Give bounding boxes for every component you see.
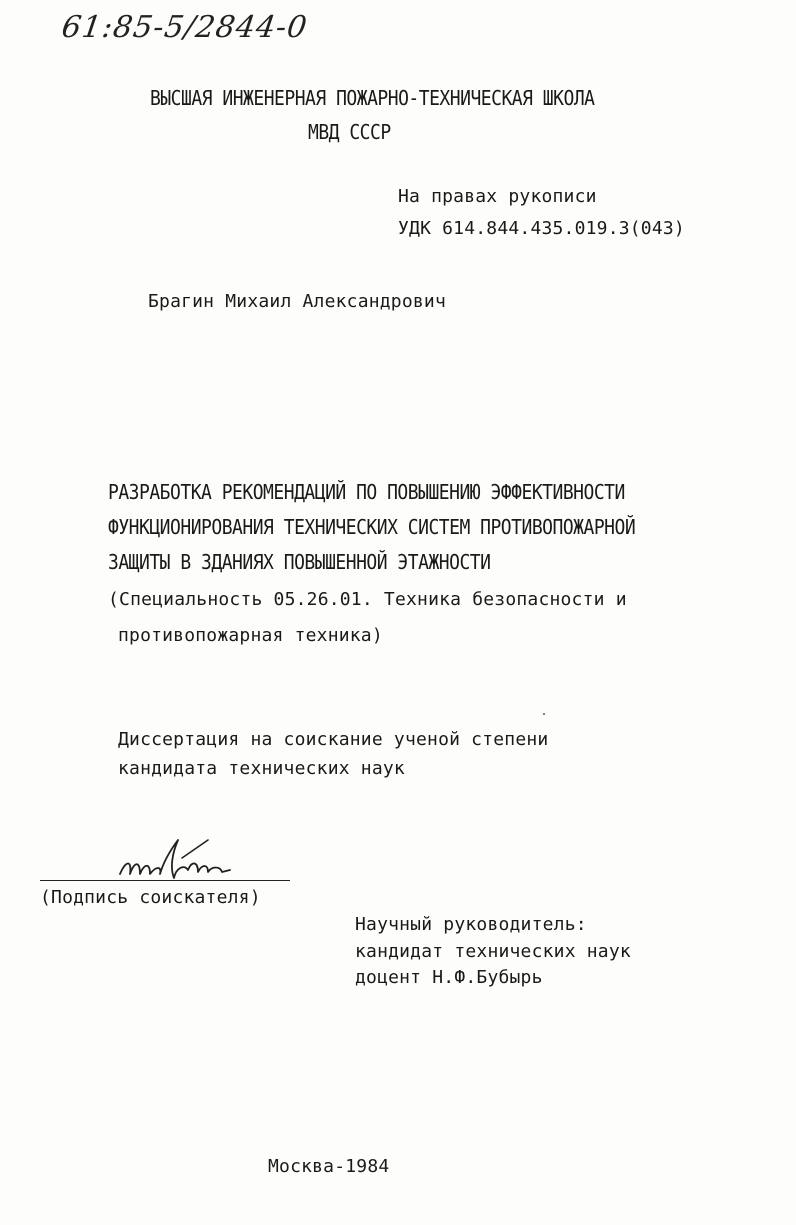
signature-caption: (Подпись соискателя) [40,887,261,908]
title-line-3: ЗАЩИТЫ В ЗДАНИЯХ ПОВЫШЕННОЙ ЭТАЖНОСТИ [108,551,491,575]
supervisor-name: доцент Н.Ф.Бубырь [355,967,543,988]
specialty-line-2: противопожарная техника) [118,625,383,646]
title-line-2: ФУНКЦИОНИРОВАНИЯ ТЕХНИЧЕСКИХ СИСТЕМ ПРОТИВОПОЖАРНОЙ [108,516,636,540]
dissertation-line-1: Диссертация на соискание ученой степени [118,729,549,750]
candidate-signature [112,830,252,890]
archive-number-handwritten: 61:85-5/2844-0 [59,10,310,45]
udc-code: УДК 614.844.435.019.3(043) [398,218,685,239]
city-year: Москва-1984 [268,1156,390,1177]
signature-line [40,880,290,881]
institution-name: ВЫСШАЯ ИНЖЕНЕРНАЯ ПОЖАРНО-ТЕХНИЧЕСКАЯ ШКОЛА [150,87,595,111]
dissertation-line-2: кандидата технических наук [118,758,405,779]
supervisor-degree: кандидат технических наук [355,941,631,962]
manuscript-rights-note: На правах рукописи [398,186,597,207]
title-line-1: РАЗРАБОТКА РЕКОМЕНДАЦИЙ ПО ПОВЫШЕНИЮ ЭФФЕКТИВНОСТИ [108,481,625,505]
author-name: Брагин Михаил Александрович [148,291,446,312]
supervisor-label: Научный руководитель: [355,914,587,935]
ministry-name: МВД СССР [308,121,391,145]
specialty-line-1: (Специальность 05.26.01. Техника безопасности и [108,589,627,610]
scan-speck [543,713,545,715]
